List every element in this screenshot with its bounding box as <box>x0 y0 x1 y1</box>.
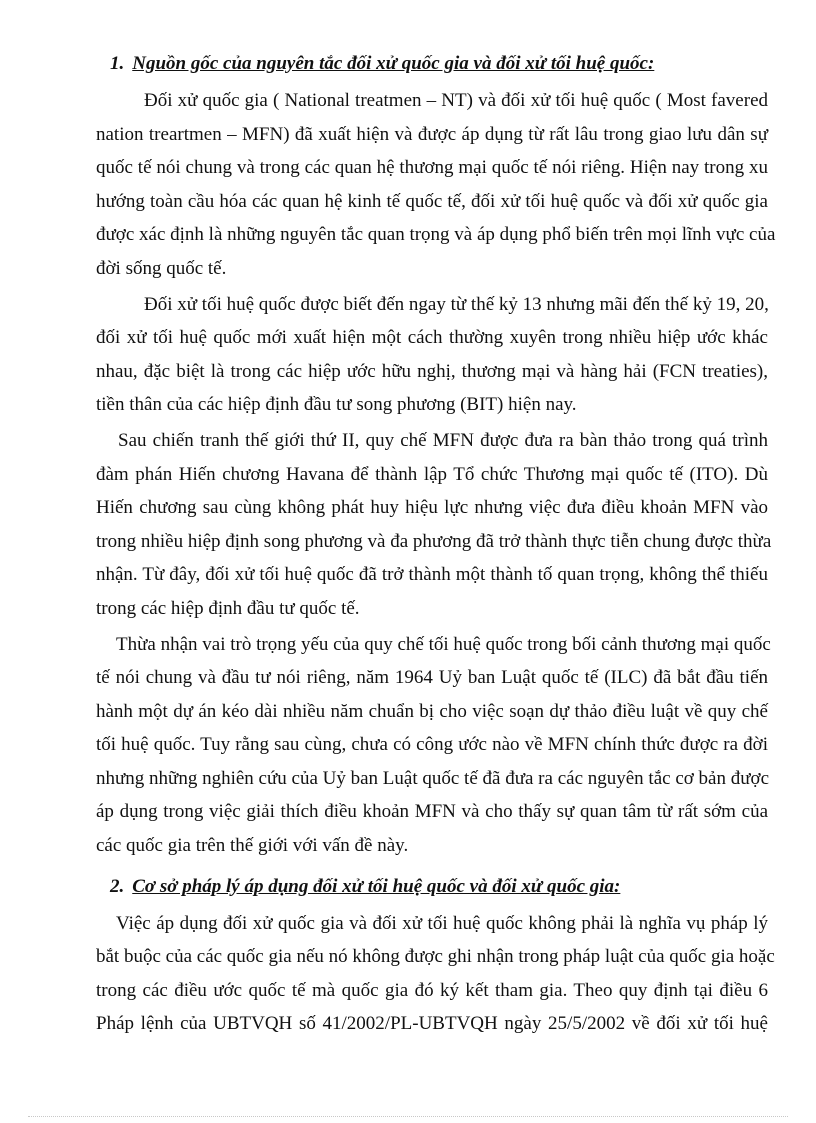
text-line: tiền thân của các hiệp định đầu tư song phương (BIT) hiện nay. <box>96 394 577 416</box>
paragraph-4 <box>96 628 771 863</box>
section-2-number: 2. <box>110 875 125 897</box>
paragraph-2 <box>96 288 768 422</box>
text-line: tế nói chung và đầu tư nói riêng, năm 1964 Uỷ ban Luật quốc tế (ILC) đã bắt đầu tiến <box>96 667 768 689</box>
page-bottom-border <box>28 1116 788 1117</box>
text-line: tối huệ quốc. Tuy rằng sau cùng, chưa có công ước nào về MFN chính thức được ra đời <box>96 734 768 756</box>
text-line: nhận. Từ đây, đối xử tối huệ quốc đã trở thành một thành tố quan trọng, không thể thiếu <box>96 564 768 586</box>
text-line: Việc áp dụng đối xử quốc gia và đối xử tối huệ quốc không phải là nghĩa vụ pháp lý <box>116 912 768 934</box>
text-line: áp dụng trong việc giải thích điều khoản MFN và cho thấy sự quan tâm từ rất sớm của <box>96 801 768 823</box>
document-page <box>96 52 776 1041</box>
text-line: đời sống quốc tế. <box>96 257 227 279</box>
paragraph-3 <box>96 424 772 626</box>
text-line: đối xử tối huệ quốc mới xuất hiện một cách thường xuyên trong nhiều hiệp ước khác <box>96 327 768 349</box>
section-1-number: 1. <box>110 53 125 74</box>
text-line: các quốc gia trên thế giới với vấn đề này. <box>96 835 409 857</box>
text-line: Sau chiến tranh thế giới thứ II, quy chế MFN được đưa ra bàn thảo trong quá trình <box>118 429 768 451</box>
text-line: bắt buộc của các quốc gia nếu nó không được ghi nhận trong pháp luật của quốc gia hoặc <box>96 946 775 968</box>
text-line: trong các hiệp định đầu tư quốc tế. <box>96 597 360 619</box>
text-line: đàm phán Hiến chương Havana để thành lập Tổ chức Thương mại quốc tế (ITO). Dù <box>96 463 768 485</box>
text-line: Đối xử quốc gia ( National treatmen – NT) và đối xử tối huệ quốc ( Most favered <box>144 90 768 111</box>
text-line: nhưng những nghiên cứu của Uỷ ban Luật quốc tế đã đưa ra các nguyên tắc cơ bản được <box>96 767 770 789</box>
section-2-title: Cơ sở pháp lý áp dụng đối xử tối huệ quốc và đối xử quốc gia: <box>132 875 621 897</box>
section-1-title: Nguồn gốc của nguyên tắc đối xử quốc gia và đối xử tối huệ quốc: <box>132 53 655 74</box>
text-line: trong các điều ước quốc tế mà quốc gia đó ký kết tham gia. Theo quy định tại điều 6 <box>96 979 768 1001</box>
text-line: hành một dự án kéo dài nhiều năm chuẩn bị cho việc soạn dự thảo điều luật về quy chế <box>96 700 768 722</box>
section-1-heading <box>96 52 768 76</box>
section-2-heading <box>96 875 768 899</box>
text-line: quốc tế nói chung và trong các quan hệ thương mại quốc tế nói riêng. Hiện nay trong xu <box>96 157 768 179</box>
text-line: nhau, đặc biệt là trong các hiệp ước hữu nghị, thương mại và hàng hải (FCN treaties), <box>96 360 768 382</box>
text-line: Đối xử tối huệ quốc được biết đến ngay từ thế kỷ 13 nhưng mãi đến thế kỷ 19, 20, <box>144 293 769 315</box>
paragraph-5 <box>96 907 775 1041</box>
text-line: trong nhiều hiệp định song phương và đa phương đã trở thành thực tiễn chung được thừa <box>96 530 772 552</box>
text-line: nation treartmen – MFN) đã xuất hiện và được áp dụng từ rất lâu trong giao lưu dân sự <box>96 123 768 145</box>
paragraph-1 <box>96 84 776 286</box>
text-line: được xác định là những nguyên tắc quan trọng và áp dụng phổ biến trên mọi lĩnh vực của <box>96 224 776 246</box>
text-line: Hiến chương sau cùng không phát huy hiệu lực nhưng việc đưa điều khoản MFN vào <box>96 497 768 519</box>
text-line: Thừa nhận vai trò trọng yếu của quy chế tối huệ quốc trong bối cảnh thương mại quốc <box>116 633 771 655</box>
text-line: hướng toàn cầu hóa các quan hệ kinh tế quốc tế, đối xử tối huệ quốc và đối xử quốc gia <box>96 190 768 212</box>
text-line: Pháp lệnh của UBTVQH số 41/2002/PL-UBTVQH ngày 25/5/2002 về đối xử tối huệ <box>96 1013 768 1035</box>
